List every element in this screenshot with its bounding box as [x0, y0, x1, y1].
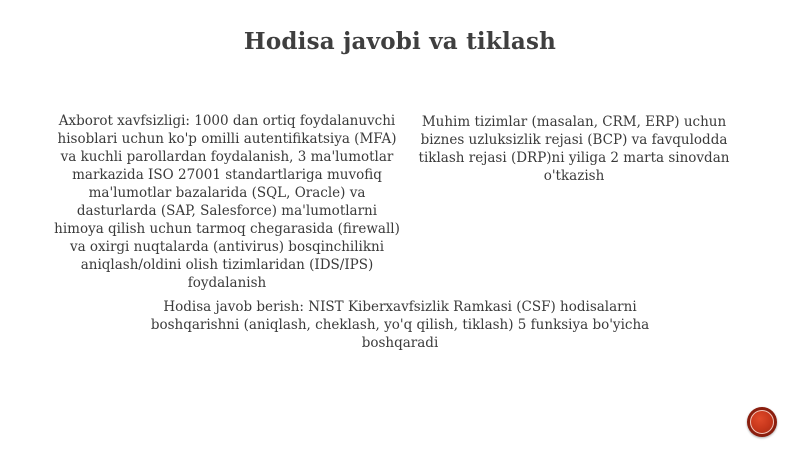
- nav-button-inner: [750, 410, 774, 434]
- circle-nav-button-icon[interactable]: [747, 407, 777, 437]
- slide-title: Hodisa javobi va tiklash: [243, 28, 557, 55]
- text-block-continuity: Muhim tizimlar (masalan, CRM, ERP) uchun biznes uzluksizlik rejasi (BCP) va favqulodda tiklash rejasi (DRP)ni yiliga 2 marta sinovdan o'tkazish: [418, 114, 730, 184]
- text-block-incident-response: Hodisa javob berish: NIST Kiberxavfsizlik Ramkasi (CSF) hodisalarni boshqarishni (aniqlash, cheklash, yo'q qilish, tiklash) 5 funksiya bo'yicha boshqaradi: [150, 299, 650, 351]
- text-block-security: Axborot xavfsizligi: 1000 dan ortiq foydalanuvchi hisoblari uchun ko'p omilli autentifikatsiya (MFA) va kuchli parollardan foydalanish, 3 ma'lumotlar markazida ISO 27001 standartlariga muvofiq ma'lumotlar bazalarida (SQL, Oracle) va dasturlarda (SAP, Salesforce) ma'lumotlarni himoya qilish uchun tarmoq chegarasida (firewall) va oxirgi nuqtalarda (antivirus) bosqinchilikni aniqlash/oldini olish tizimlaridan (IDS/IPS) foydalanish: [54, 113, 400, 291]
